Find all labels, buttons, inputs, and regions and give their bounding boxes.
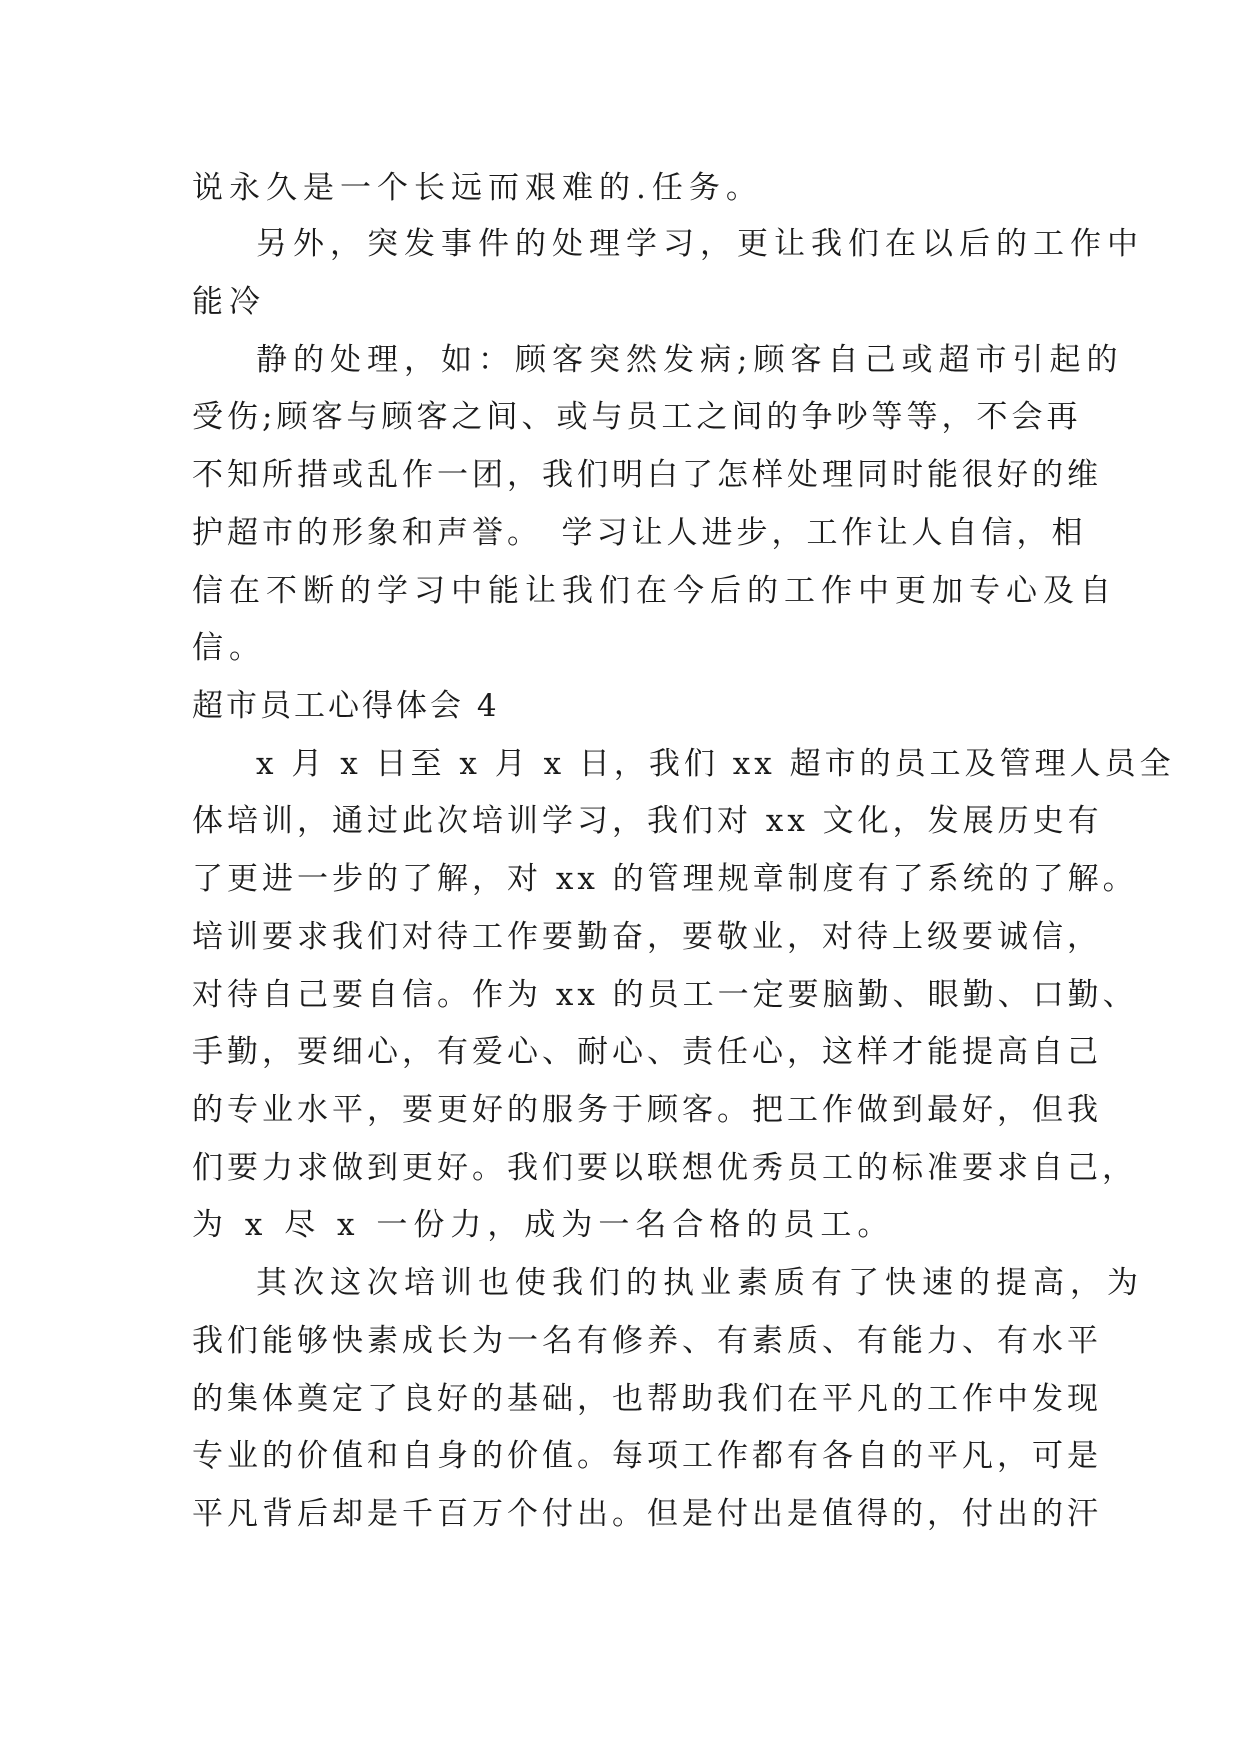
- text-line: 对待自己要自信。作为 xx 的员工一定要脑勤、眼勤、口勤、: [192, 977, 1138, 1013]
- text-line: 体培训，通过此次培训学习，我们对 xx 文化，发展历史有: [192, 803, 1103, 839]
- text-line: 受伤;顾客与顾客之间、或与员工之间的争吵等等，不会再: [192, 399, 1082, 435]
- text-line: 的集体奠定了良好的基础，也帮助我们在平凡的工作中发现: [192, 1381, 1102, 1417]
- text-line: 信。: [192, 630, 266, 666]
- text-line: 为 x 尽 x 一份力，成为一名合格的员工。: [192, 1207, 895, 1243]
- text-line: 平凡背后却是千百万个付出。但是付出是值得的，付出的汗: [192, 1496, 1102, 1532]
- text-line: 不知所措或乱作一团，我们明白了怎样处理同时能很好的维: [192, 457, 1102, 493]
- paragraph-first-line: 另外，突发事件的处理学习，更让我们在以后的工作中: [256, 226, 1144, 262]
- text-line: 信在不断的学习中能让我们在今后的工作中更加专心及自: [192, 573, 1117, 609]
- text-line: 手勤，要细心，有爱心、耐心、责任心，这样才能提高自己: [192, 1034, 1102, 1070]
- text-line: 护超市的形象和声誉。 学习让人进步，工作让人自信，相: [192, 515, 1087, 551]
- text-line: 的专业水平，要更好的服务于顾客。把工作做到最好，但我: [192, 1092, 1102, 1128]
- text-line: 们要力求做到更好。我们要以联想优秀员工的标准要求自己，: [192, 1150, 1137, 1186]
- text-line: 培训要求我们对待工作要勤奋，要敬业，对待上级要诚信，: [192, 919, 1102, 955]
- text-line: 了更进一步的了解，对 xx 的管理规章制度有了系统的了解。: [192, 861, 1138, 897]
- paragraph-first-line: 其次这次培训也使我们的执业素质有了快速的提高，为: [256, 1265, 1144, 1301]
- text-line: 能冷: [192, 284, 266, 320]
- text-line: 专业的价值和自身的价值。每项工作都有各自的平凡，可是: [192, 1438, 1102, 1474]
- text-line: 我们能够快素成长为一名有修养、有素质、有能力、有水平: [192, 1323, 1102, 1359]
- paragraph-first-line: x 月 x 日至 x 月 x 日，我们 xx 超市的员工及管理人员全: [256, 746, 1175, 782]
- paragraph-first-line: 静的处理，如：顾客突然发病;顾客自己或超市引起的: [256, 342, 1124, 378]
- text-line: 说永久是一个长远而艰难的.任务。: [192, 170, 763, 206]
- section-heading: 超市员工心得体会 4: [192, 688, 500, 724]
